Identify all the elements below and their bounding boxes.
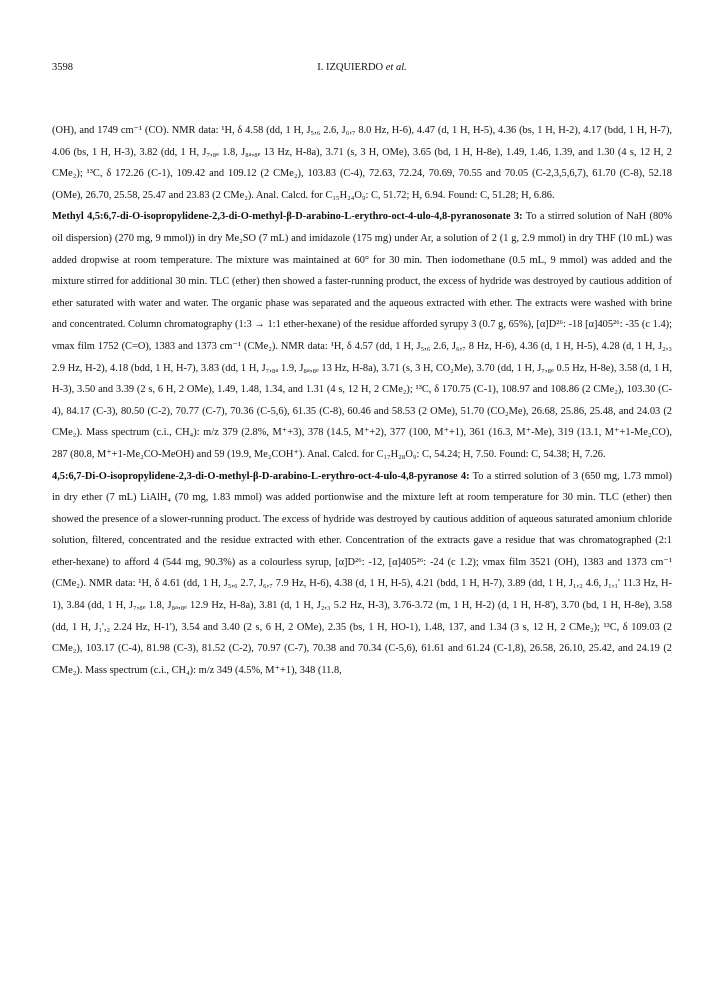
running-header bbox=[52, 62, 672, 78]
paragraph-2-text: To a stirred solution of NaH (80% oil dispersion) (270 mg, 9 mmol)) in dry Me₂SO (7 mL) and imidazole (175 mg) under Ar, a solution of 2 (1 g, 2.9 mmol) in dry THF (10 mL) was added dropwise at room temperature. The mixture was maintained at 60° for 30 min. Then iodomethane (0.5 mL, 9 mmol) was added and the mixture stirred for additional 30 min. TLC (ether) then showed a faster-running product, the excess of hydride was destroyed by cautious addition of ether saturated with water and water. The organic phase was separated and the aqueous extracted with ether. The extracts were washed with brine and concentrated. Column chromatography (1:3 → 1:1 ether-hexane) of the residue afforded syrupy 3 (0.7 g, 65%), [α]D²⁶: -18 [α]405²⁶: -35 (c 1.4); νmax film 1752 (C=O), 1383 and 1373 cm⁻¹ (CMe₂). NMR data: ¹H, δ 4.57 (dd, 1 H, J₅,₆ 2.6, J₆,₇ 8 Hz, H-6), 4.36 (d, 1 H, H-5), 4.28 (d, 1 H, J₂,₃ 2.9 Hz, H-2), 4.18 (bdd, 1 H, H-7), 3.83 (dd, 1 H, J₇,₈ₐ 1.9, J₈ₐ,₈ₑ 13 Hz, H-8a), 3.71 (s, 3 H, CO₂Me), 3.70 (dd, 1 H, J₇,₈ₑ 0.5 Hz, H-8e), 3.58 (d, 1 H, H-3), 3.50 and 3.39 (2 s, 6 H, 2 OMe), 1.49, 1.48, 1.34, and 1.31 (4 s, 12 H, 2 CMe₂); ¹³C, δ 170.75 (C-1), 108.97 and 108.86 (2 CMe₂), 103.30 (C-4), 84.17 (C-3), 80.50 (C-2), 70.77 (C-7), 70.36 (C-5,6), 61.35 (C-8), 60.46 and 58.53 (2 OMe), 51.70 (CO₂Me), 26.68, 25.86, 25.48, and 24.03 (2 CMe₂). Mass spectrum (c.i., CH₄): m/z 379 (2.8%, M⁺+3), 378 (14.5, M⁺+2), 377 (100, M⁺+1), 361 (16.3, M⁺-Me), 319 (13.1, M⁺+1-Me₂CO), 287 (80.8, M⁺+1-Me₂CO-MeOH) and 59 (19.9, Me₂COH⁺). Anal. Calcd. for C₁₇H₂₈O₉: C, 54.24; H, 7.50. Found: C, 54.38; H, 7.26. bbox=[52, 211, 672, 460]
paragraph-2-title: Methyl 4,5:6,7-di-O-isopropylidene-2,3-di-O-methyl-β-D-arabino-L-erythro-oct-4-ulo-4,8-pyranosonate 3: bbox=[52, 211, 523, 223]
paragraph-1-text: (OH), and 1749 cm⁻¹ (CO). NMR data: ¹H, δ 4.58 (dd, 1 H, J₅,₆ 2.6, J₆,₇ 8.0 Hz, H-6), 4.47 (d, 1 H, H-5), 4.36 (bs, 1 H, H-2), 4.17 (bdd, 1 H, H-7), 4.06 (bs, 1 H, H-3), 3.82 (dd, 1 H, J₇,₈ₑ 1.8, J₈ₐ,₈ₑ 13 Hz, H-8a), 3.71 (s, 3 H, OMe), 3.65 (bd, 1 H, H-8e), 1.49, 1.46, 1.39, and 1.30 (4 s, 12 H, 2 CMe₂); ¹³C, δ 172.26 (C-1), 109.42 and 109.12 (2 CMe₂), 103.83 (C-4), 72.63, 72.24, 70.69, 70.55 and 70.05 (C-2,3,5,6,7), 61.70 (C-8), 52.18 (OMe), 26.70, 25.58, 25.47 and 23.83 (2 CMe₂). Anal. Calcd. for C₁₅H₂₄O₉: C, 51.72; H, 6.94. Found: C, 51.28; H, 6.86. bbox=[52, 125, 672, 201]
author-name: I. IZQUIERDO bbox=[317, 62, 384, 73]
et-al: et al. bbox=[385, 62, 407, 73]
paragraph-2 bbox=[52, 206, 672, 465]
paragraph-3-text: To a stirred solution of 3 (650 mg, 1.73 mmol) in dry ether (7 mL) LiAlH₄ (70 mg, 1.83 mmol) was added portionwise and the mixture left at room temperature for 30 min. TLC (ether) then showed the presence of a slower-running product. The excess of hydride was destroyed by cautious addition of aqueous saturated amonium chloride solution, filtered, concentrated and the residue extracted with ether. Concentration of the extracts gave a residue that was chromatographed (2:1 ether-hexane) to afford 4 (544 mg, 90.3%) as a colourless syrup, [α]D²⁶: -12, [α]405²⁶: -24 (c 1.2); νmax film 3521 (OH), 1383 and 1373 cm⁻¹ (CMe₂). NMR data: ¹H, δ 4.61 (dd, 1 H, J₅,₆ 2.7, J₆,₇ 7.9 Hz, H-6), 4.38 (d, 1 H, H-5), 4.21 (bdd, 1 H, H-7), 3.89 (dd, 1 H, J₁,₂ 4.6, J₁,₁' 11.3 Hz, H-1), 3.84 (dd, 1 H, J₇,₈ₑ 1.8, J₈ₐ,₈ₑ 12.9 Hz, H-8a), 3.81 (d, 1 H, J₂,₃ 5.2 Hz, H-3), 3.76-3.72 (m, 1 H, H-2) (d, 1 H, H-8'), 3.70 (bd, 1 H, H-8e), 3.58 (dd, 1 H, J₁',₂ 2.24 Hz, H-1'), 3.54 and 3.40 (2 s, 6 H, 2 OMe), 2.35 (bs, 1 H, HO-1), 1.48, 137, and 1.34 (3 s, 12 H, 2 CMe₂); ¹³C, δ 109.03 (2 CMe₂), 103.17 (C-4), 81.98 (C-3), 81.52 (C-2), 70.97 (C-7), 70.38 and 70.34 (C-5,6), 61.61 and 61.24 (C-1,8), 26.58, 26.10, 25.42, and 24.19 (2 CMe₂). Mass spectrum (c.i., CH₄): m/z 349 (4.5%, M⁺+1), 348 (11.8, bbox=[52, 470, 672, 676]
paragraph-3-title: 4,5:6,7-Di-O-isopropylidene-2,3-di-O-methyl-β-D-arabino-L-erythro-oct-4-ulo-4,8-pyranose 4: bbox=[52, 470, 470, 482]
paragraph-3 bbox=[52, 466, 672, 682]
page-number: 3598 bbox=[52, 62, 73, 73]
body-text bbox=[52, 120, 672, 681]
paragraph-1 bbox=[52, 120, 672, 206]
running-title bbox=[52, 62, 672, 73]
